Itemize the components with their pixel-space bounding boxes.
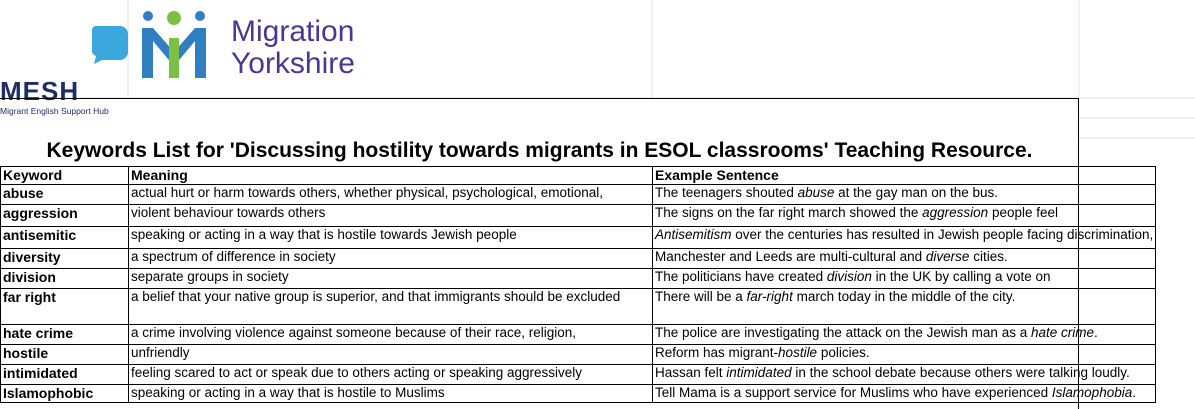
example-cell[interactable] bbox=[653, 205, 1156, 227]
meaning-cell[interactable]: feeling scared to act or speak due to others acting or speaking aggressively bbox=[129, 365, 653, 385]
example-text-before: Tell Mama is a support service for Muslims who have experienced bbox=[655, 385, 1052, 400]
example-keyword-italic: abuse bbox=[797, 185, 835, 200]
example-cell[interactable] bbox=[653, 325, 1156, 345]
table-row bbox=[1, 185, 1156, 205]
example-text-after: . bbox=[1132, 385, 1136, 400]
example-text-before: The teenagers shouted bbox=[655, 185, 798, 200]
example-text-after: at the gay man on the bus. bbox=[834, 185, 999, 200]
example-text-after: cities. bbox=[969, 249, 1008, 264]
example-keyword-italic: Antisemitism bbox=[655, 227, 732, 242]
example-text-before: Manchester and Leeds are multi-cultural and bbox=[655, 249, 926, 264]
table-row bbox=[1, 249, 1156, 269]
meaning-cell[interactable]: a crime involving violence against someone because of their race, religion, bbox=[129, 325, 653, 345]
keyword-cell[interactable]: antisemitic bbox=[1, 227, 129, 249]
keyword-cell[interactable]: hate crime bbox=[1, 325, 129, 345]
keyword-cell[interactable]: far right bbox=[1, 289, 129, 325]
example-text-before: There will be a bbox=[655, 289, 747, 304]
example-text-before: The police are investigating the attack on the Jewish man as a bbox=[655, 325, 1031, 340]
table-row bbox=[1, 269, 1156, 289]
example-cell[interactable] bbox=[653, 227, 1156, 249]
example-cell[interactable] bbox=[653, 185, 1156, 205]
keyword-cell[interactable]: hostile bbox=[1, 345, 129, 365]
meaning-cell[interactable]: actual hurt or harm towards others, whether physical, psychological, emotional, bbox=[129, 185, 653, 205]
example-keyword-italic: hate crime bbox=[1030, 325, 1094, 340]
wordmark-line-1: Migration bbox=[231, 15, 355, 48]
example-cell[interactable] bbox=[653, 269, 1156, 289]
table-row bbox=[1, 365, 1156, 385]
header-example[interactable]: Example Sentence bbox=[653, 167, 1156, 185]
example-text-after: people feel bbox=[988, 205, 1058, 220]
meaning-cell[interactable]: separate groups in society bbox=[129, 269, 653, 289]
example-keyword-italic: intimidated bbox=[726, 365, 792, 380]
example-keyword-italic: aggression bbox=[922, 205, 989, 220]
example-cell[interactable] bbox=[653, 289, 1156, 325]
table-row bbox=[1, 325, 1156, 345]
meaning-cell[interactable]: speaking or acting in a way that is hostile to Muslims bbox=[129, 385, 653, 403]
example-text-before: The politicians have created bbox=[655, 269, 827, 284]
example-cell[interactable] bbox=[653, 365, 1156, 385]
keyword-cell[interactable]: abuse bbox=[1, 185, 129, 205]
example-cell[interactable] bbox=[653, 249, 1156, 269]
keyword-cell[interactable]: diversity bbox=[1, 249, 129, 269]
table-row bbox=[1, 227, 1156, 249]
speech-bubble-icon bbox=[92, 26, 128, 64]
table-row bbox=[1, 205, 1156, 227]
example-cell[interactable] bbox=[653, 345, 1156, 365]
table-row bbox=[1, 345, 1156, 365]
page-title: Keywords List for 'Discussing hostility towards migrants in ESOL classrooms' Teaching Resource. bbox=[46, 139, 1033, 162]
header-keyword[interactable]: Keyword bbox=[1, 167, 129, 185]
example-text-before: Hassan felt bbox=[655, 365, 727, 380]
mesh-wordmark: MESH bbox=[0, 76, 80, 106]
table-row bbox=[1, 289, 1156, 325]
example-text-before: Reform has migrant- bbox=[655, 345, 779, 360]
example-keyword-italic: Islamophobia bbox=[1051, 385, 1133, 400]
keyword-cell[interactable]: intimidated bbox=[1, 365, 129, 385]
table-row bbox=[1, 385, 1156, 403]
meaning-cell[interactable]: speaking or acting in a way that is hostile towards Jewish people bbox=[129, 227, 653, 249]
example-keyword-italic: diverse bbox=[925, 249, 970, 264]
table-header-row bbox=[1, 167, 1156, 185]
example-text-after: over the centuries has resulted in Jewish people facing discrimination, bbox=[731, 227, 1154, 242]
example-text-after: policies. bbox=[817, 345, 870, 360]
keywords-table bbox=[0, 166, 1156, 403]
example-text-before: The signs on the far right march showed the bbox=[655, 205, 923, 220]
migration-yorkshire-mark-icon bbox=[140, 8, 208, 80]
wordmark-line-2: Yorkshire bbox=[231, 47, 355, 80]
mesh-logo bbox=[0, 22, 130, 116]
keyword-cell[interactable]: aggression bbox=[1, 205, 129, 227]
meaning-cell[interactable]: violent behaviour towards others bbox=[129, 205, 653, 227]
example-keyword-italic: far-right bbox=[746, 289, 793, 304]
example-text-after: . bbox=[1094, 325, 1098, 340]
example-cell[interactable] bbox=[653, 385, 1156, 403]
example-keyword-italic: division bbox=[826, 269, 872, 284]
example-text-after: in the UK by calling a vote on bbox=[871, 269, 1051, 284]
header-meaning[interactable]: Meaning bbox=[129, 167, 653, 185]
meaning-cell[interactable]: a spectrum of difference in society bbox=[129, 249, 653, 269]
meaning-cell[interactable]: a belief that your native group is superior, and that immigrants should be excluded bbox=[129, 289, 653, 325]
keyword-cell[interactable]: division bbox=[1, 269, 129, 289]
example-keyword-italic: hostile bbox=[778, 345, 818, 360]
mesh-subtitle: Migrant English Support Hub bbox=[0, 106, 109, 116]
keyword-cell[interactable]: Islamophobic bbox=[1, 385, 129, 403]
example-text-after: march today in the middle of the city. bbox=[792, 289, 1016, 304]
meaning-cell[interactable]: unfriendly bbox=[129, 345, 653, 365]
migration-yorkshire-wordmark bbox=[231, 16, 355, 80]
example-text-after: in the school debate because others were talking loudly. bbox=[791, 365, 1130, 380]
